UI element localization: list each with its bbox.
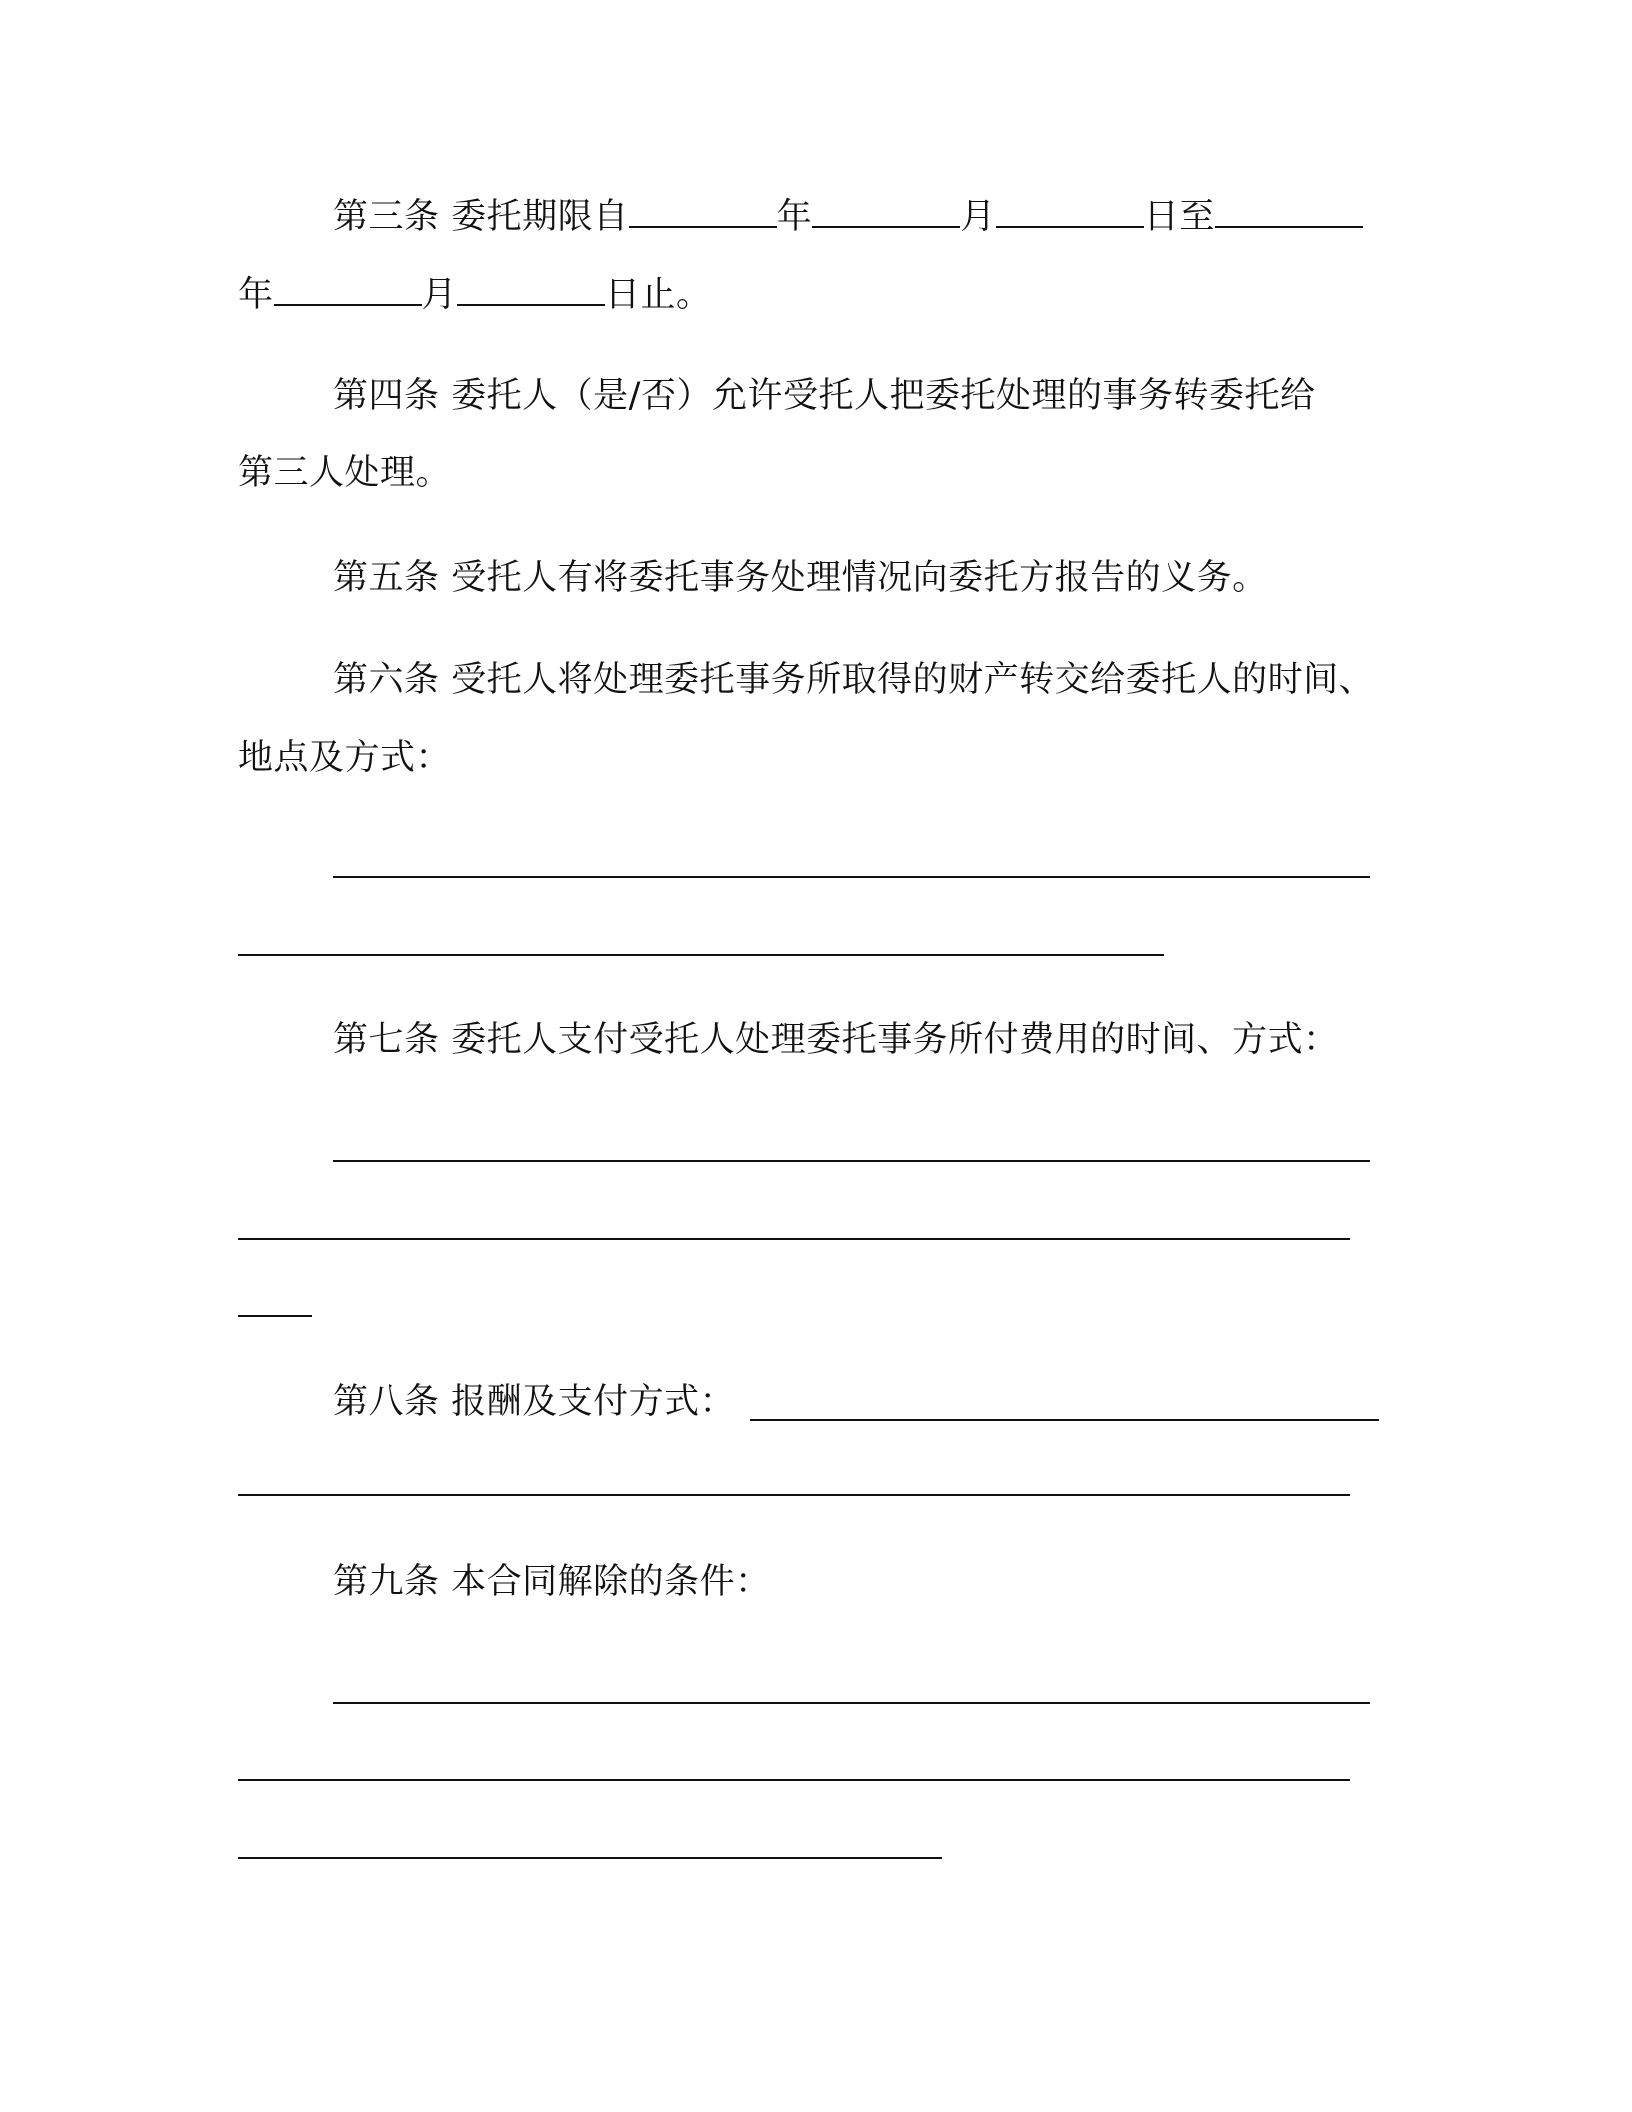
clause-3-year-label: 年 xyxy=(776,197,813,237)
clause-3-end-month-label: 月 xyxy=(421,275,458,315)
clause-4-label: 第四条 xyxy=(333,376,440,416)
clause-7-fill-line-1[interactable] xyxy=(333,1160,1370,1162)
clause-3-line-1 xyxy=(333,190,1363,242)
start-year-blank[interactable] xyxy=(629,190,777,228)
clause-7-fill-line-3[interactable] xyxy=(238,1315,312,1317)
end-day-blank[interactable] xyxy=(457,268,605,306)
clause-7-label: 第七条 xyxy=(333,1020,440,1060)
clause-9-fill-line-2[interactable] xyxy=(238,1779,1350,1781)
clause-3-label: 第三条 xyxy=(333,197,440,237)
clause-8-line-1 xyxy=(333,1376,735,1428)
clause-8-fill-line-2[interactable] xyxy=(238,1494,1350,1496)
clause-5-label: 第五条 xyxy=(333,558,440,598)
clause-4-text-2: 第三人处理。 xyxy=(238,453,452,493)
clause-7-line-1 xyxy=(333,1014,1339,1066)
clause-4-line-2 xyxy=(238,447,451,499)
clause-9-fill-line-3[interactable] xyxy=(238,1857,942,1859)
clause-8-label: 第八条 xyxy=(333,1382,440,1422)
start-month-blank[interactable] xyxy=(812,190,960,228)
clause-9-fill-line-1[interactable] xyxy=(333,1702,1370,1704)
clause-8-text: 报酬及支付方式： xyxy=(451,1382,736,1422)
clause-3-end-day-label: 日止。 xyxy=(605,275,712,315)
clause-9-label: 第九条 xyxy=(333,1562,440,1602)
clause-3-line-2 xyxy=(238,268,712,320)
clause-4-text-1: 委托人（是/否）允许受托人把委托处理的事务转委托给 xyxy=(451,376,1316,416)
clause-6-label: 第六条 xyxy=(333,660,440,700)
start-day-blank[interactable] xyxy=(996,190,1144,228)
clause-6-line-2 xyxy=(238,732,451,784)
clause-8-fill-line-inline[interactable] xyxy=(750,1419,1379,1421)
clause-5-text: 受托人有将委托事务处理情况向委托方报告的义务。 xyxy=(451,558,1268,598)
clause-3-month-label: 月 xyxy=(960,197,996,237)
clause-3-end-year-label: 年 xyxy=(238,275,274,315)
clause-4-line-1 xyxy=(333,370,1315,422)
end-year-blank-part1[interactable] xyxy=(1215,190,1363,228)
clause-3-day-to-label: 日至 xyxy=(1143,197,1215,237)
clause-5-line-1 xyxy=(333,552,1268,604)
end-month-blank[interactable] xyxy=(274,268,422,306)
clause-6-line-1 xyxy=(333,654,1374,706)
clause-3-text: 委托期限自 xyxy=(451,197,629,237)
clause-7-fill-line-2[interactable] xyxy=(238,1238,1350,1240)
clause-7-text: 委托人支付受托人处理委托事务所付费用的时间、方式： xyxy=(451,1020,1339,1060)
clause-6-fill-line-1[interactable] xyxy=(333,876,1370,878)
clause-6-text-1: 受托人将处理委托事务所取得的财产转交给委托人的时间、 xyxy=(451,660,1375,700)
clause-6-text-2: 地点及方式： xyxy=(238,738,452,778)
clause-9-line-1 xyxy=(333,1556,771,1608)
clause-9-text: 本合同解除的条件： xyxy=(451,1562,771,1602)
clause-6-fill-line-2[interactable] xyxy=(238,954,1164,956)
